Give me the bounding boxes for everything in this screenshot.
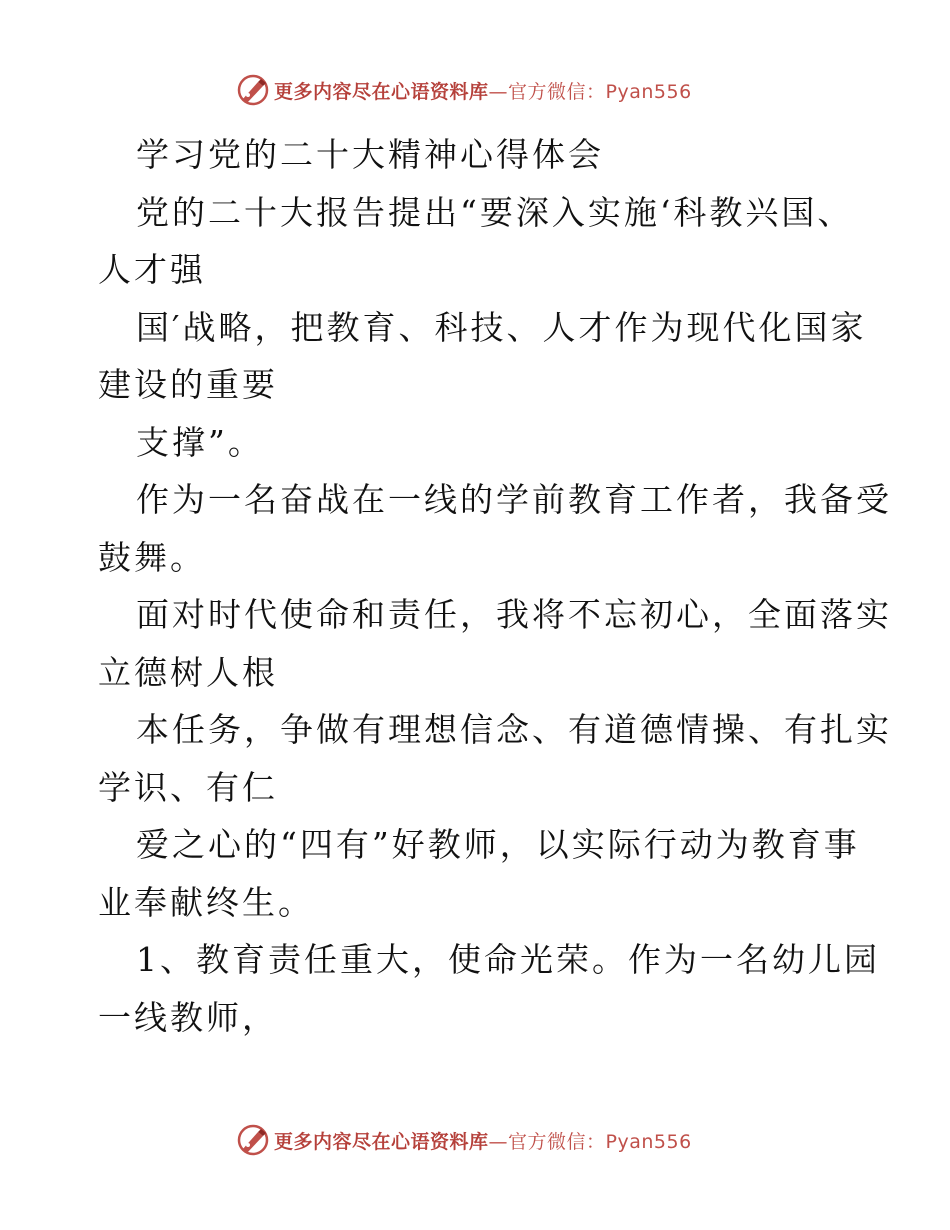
banner-main-text: 更多内容尽在心语资料库 — [274, 80, 489, 103]
paragraph-line: 党的二十大报告提出“要深入实施‘科教兴国、 — [136, 192, 854, 232]
banner-wechat-text: —官方微信：Pyan556 — [488, 80, 692, 103]
paragraph-line: 人才强 — [98, 250, 206, 289]
article-title: 学习党的二十大精神心得体会 — [136, 135, 604, 174]
article-body — [98, 126, 892, 1046]
banner-main-text: 更多内容尽在心语资料库 — [274, 1130, 489, 1153]
banner-wechat-text: —官方微信：Pyan556 — [488, 1130, 692, 1153]
paragraph-line: 鼓舞。 — [98, 537, 206, 577]
paragraph-line: 国′战略，把教育、科技、人才作为现代化国家 — [136, 307, 867, 347]
paragraph-line: 面对时代使命和责任，我将不忘初心，全面落实 — [136, 595, 892, 634]
paragraph-line: 业奉献终生。 — [98, 882, 314, 922]
header-banner — [236, 73, 692, 107]
paragraph-line: 1、教育责任重大，使命光荣。作为一名幼儿园 — [136, 940, 880, 979]
footer-banner — [236, 1123, 692, 1157]
paragraph-line: 立德树人根 — [98, 652, 278, 692]
paragraph-line: 学识、有仁 — [98, 767, 278, 807]
paragraph-line: 作为一名奋战在一线的学前教育工作者，我备受 — [136, 480, 892, 519]
pen-logo-icon — [236, 73, 270, 107]
paragraph-line: 建设的重要 — [98, 365, 278, 404]
paragraph-line: 爱之心的“四有”好教师，以实际行动为教育事 — [136, 825, 860, 864]
paragraph-line: 一线教师， — [98, 997, 278, 1037]
paragraph-line: 本任务，争做有理想信念、有道德情操、有扎实 — [136, 710, 892, 749]
paragraph-line: 支撑”。 — [136, 422, 264, 462]
pen-logo-icon — [236, 1123, 270, 1157]
